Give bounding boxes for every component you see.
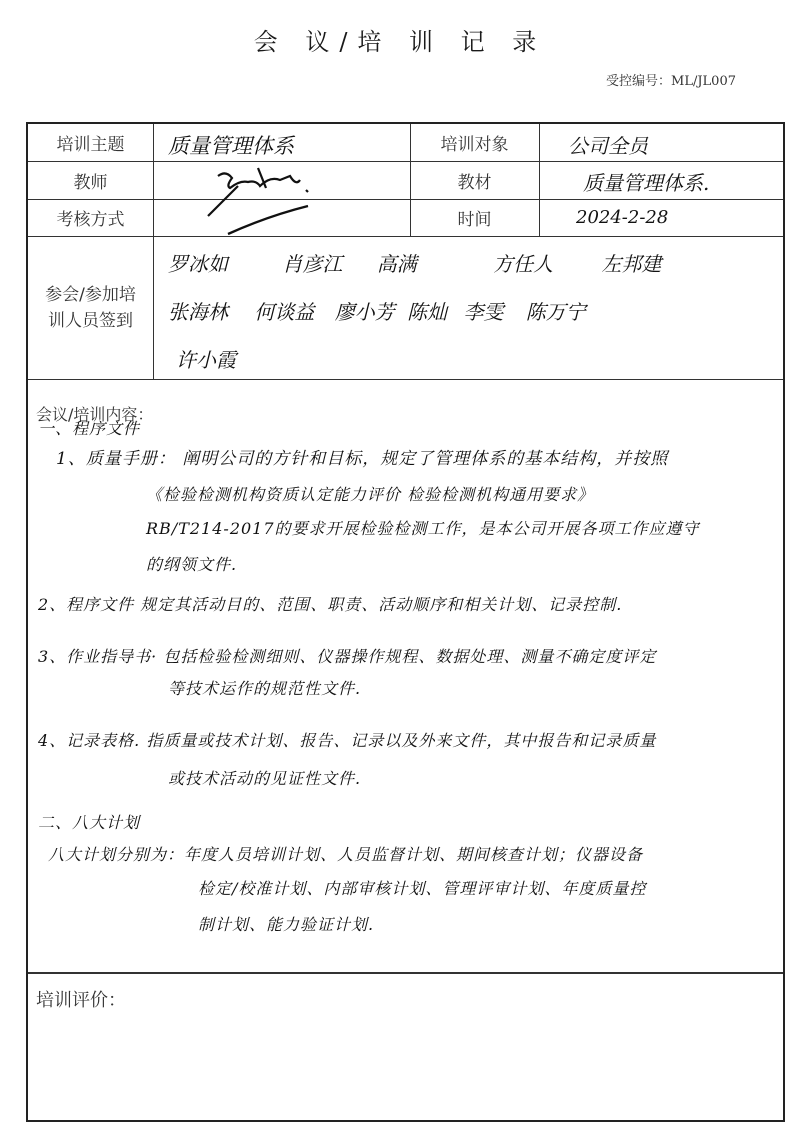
signatures-row-1	[168, 248, 661, 277]
item4-line: 4、记录表格. 指质量或技术计划、报告、记录以及外来文件，其中报告和记录质量	[38, 731, 657, 750]
section2-line: 制计划、能力验证计划.	[198, 915, 375, 934]
material-label: 教材	[457, 172, 492, 193]
control-number: 受控编号：ML/JL007	[606, 74, 736, 89]
signature: 罗冰如	[168, 252, 228, 276]
signatures-row-2	[168, 296, 586, 325]
audience-value: 公司全员	[568, 134, 648, 158]
signature: 陈灿	[407, 300, 448, 324]
attendance-label-line1: 参会/参加培	[45, 284, 136, 305]
signature: 何谈益	[254, 300, 315, 324]
topic-value: 质量管理体系	[168, 134, 294, 158]
signature: 方任人	[493, 252, 554, 276]
section1-title: 一、程序文件	[38, 419, 141, 438]
signature: 高满	[376, 252, 417, 276]
signature: 廖小芳	[334, 300, 395, 324]
section2-line: 八大计划分别为：年度人员培训计划、人员监督计划、期间核查计划；仪器设备	[48, 845, 644, 864]
section2-title: 二、八大计划	[38, 813, 141, 832]
item1-line: 的纲领文件.	[146, 555, 238, 574]
content-label: 会议/培训内容：	[36, 405, 154, 424]
topic-label: 培训主题	[56, 135, 125, 155]
signature: 许小霞	[176, 348, 236, 372]
signatures-row-3	[176, 344, 236, 373]
item1-line: 《检验检测机构资质认定能力评价 检验检测机构通用要求》	[146, 485, 595, 504]
teacher-label: 教师	[73, 172, 108, 193]
item1-line: 1、质量手册： 阐明公司的方针和目标，规定了管理体系的基本结构，并按照	[56, 449, 669, 469]
signature: 陈万宁	[525, 300, 586, 324]
signature: 左邦建	[601, 252, 662, 276]
attendance-label	[28, 236, 153, 379]
item1-line: RB/T214-2017的要求开展检验检测工作，是本公司开展各项工作应遵守	[146, 519, 700, 538]
signature: 李雯	[463, 300, 504, 324]
signature: 张海林	[168, 300, 228, 324]
item3-line: 3、作业指导书· 包括检验检测细则、仪器操作规程、数据处理、测量不确定度评定	[38, 647, 657, 666]
assessment-dash-mark	[208, 202, 328, 242]
time-label: 时间	[457, 210, 492, 230]
section2-line: 检定/校准计划、内部审核计划、管理评审计划、年度质量控	[198, 879, 647, 898]
evaluation-label: 培训评价：	[36, 990, 126, 1011]
material-value: 质量管理体系.	[583, 171, 710, 195]
document-title: 会 议/培 训 记 录	[253, 28, 547, 56]
record-table	[26, 122, 785, 1122]
signature: 肖彦江	[282, 252, 343, 276]
item4-line: 或技术活动的见证性文件.	[168, 769, 362, 788]
assessment-label: 考核方式	[56, 210, 125, 230]
attendance-label-line2: 训人员签到	[48, 310, 133, 331]
audience-label: 培训对象	[440, 135, 509, 155]
col-divider	[539, 124, 540, 236]
time-value: 2024-2-28	[576, 207, 669, 228]
item3-line: 等技术运作的规范性文件.	[168, 679, 362, 698]
item2-line: 2、程序文件 规定其活动目的、范围、职责、活动顺序和相关计划、记录控制.	[38, 595, 623, 614]
row-divider	[28, 972, 783, 974]
row-divider	[28, 379, 783, 380]
col-divider	[153, 124, 154, 379]
